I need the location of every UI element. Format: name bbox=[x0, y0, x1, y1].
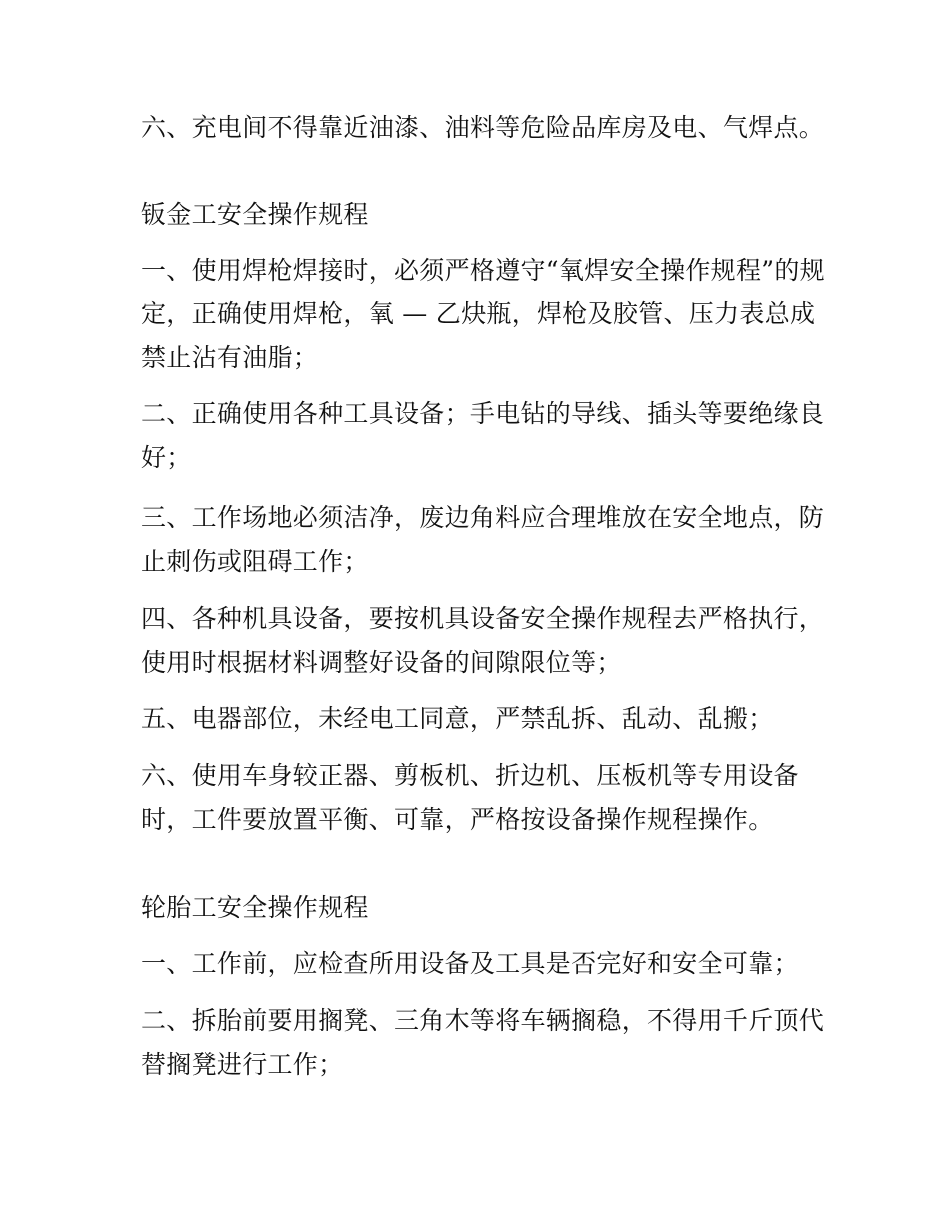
tire-rule-2-line-1: 二、拆胎前要用搁凳、三角木等将车辆搁稳，不得用千斤顶代 bbox=[141, 1006, 825, 1035]
sheet-metal-rule-3-line-1: 三、工作场地必须洁净，废边角料应合理堆放在安全地点，防 bbox=[141, 503, 825, 532]
sheet-metal-rule-1-line-2: 定，正确使用焊枪，氧 — 乙炔瓶，焊枪及胶管、压力表总成 bbox=[141, 299, 816, 328]
sheet-metal-rule-6-line-2: 时，工件要放置平衡、可靠，严格按设备操作规程操作。 bbox=[141, 805, 774, 834]
section-title-tire: 轮胎工安全操作规程 bbox=[141, 893, 369, 922]
tire-rule-2-line-2: 替搁凳进行工作； bbox=[141, 1050, 344, 1079]
sheet-metal-rule-3-line-2: 止刺伤或阻碍工作； bbox=[141, 547, 369, 576]
sheet-metal-rule-4-line-1: 四、各种机具设备，要按机具设备安全操作规程去严格执行， bbox=[141, 604, 825, 633]
sheet-metal-rule-2-line-2: 好； bbox=[141, 443, 192, 472]
sheet-metal-rule-6-line-1: 六、使用车身较正器、剪板机、折边机、压板机等专用设备 bbox=[141, 761, 799, 790]
tire-rule-1-line-1: 一、工作前，应检查所用设备及工具是否完好和安全可靠； bbox=[141, 949, 799, 978]
section-title-sheet-metal: 钣金工安全操作规程 bbox=[141, 200, 369, 229]
sheet-metal-rule-1-line-1: 一、使用焊枪焊接时，必须严格遵守“氧焊安全操作规程”的规 bbox=[141, 256, 825, 285]
sheet-metal-rule-1-line-3: 禁止沾有油脂； bbox=[141, 343, 319, 372]
sheet-metal-rule-4-line-2: 使用时根据材料调整好设备的间隙限位等； bbox=[141, 648, 622, 677]
sheet-metal-rule-5-line-1: 五、电器部位，未经电工同意，严禁乱拆、乱动、乱搬； bbox=[141, 704, 774, 733]
intro-line: 六、充电间不得靠近油漆、油料等危险品库房及电、气焊点。 bbox=[141, 113, 825, 142]
sheet-metal-rule-2-line-1: 二、正确使用各种工具设备；手电钻的导线、插头等要绝缘良 bbox=[141, 399, 825, 428]
